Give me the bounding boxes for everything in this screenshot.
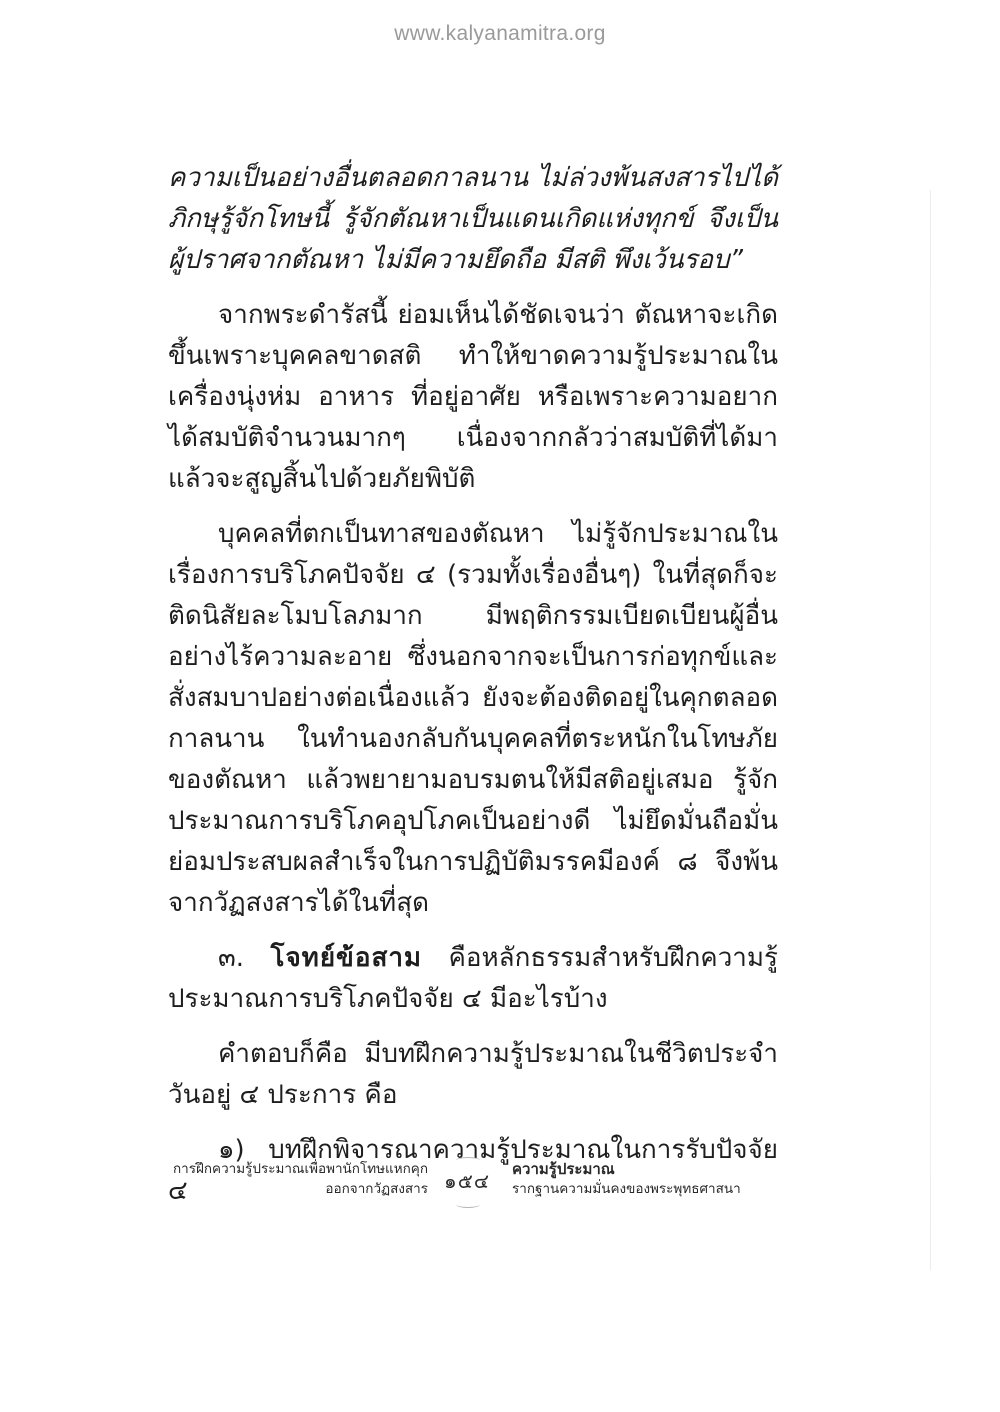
page-footer: [160, 1157, 780, 1207]
heading-paragraph: [168, 938, 778, 1020]
ornament-top-icon: [456, 1157, 480, 1164]
footer-chapter-title: [173, 1159, 428, 1199]
body-text: [168, 158, 778, 1226]
list-item: ๑) บทฝึกพิจารณาความรู้ประมาณในการรับปัจจัย ๔: [168, 1135, 778, 1206]
footer-chapter-line-1: การฝึกความรู้ประมาณเพื่อพานักโทษแหกคุก: [172, 1161, 428, 1177]
heading-term: โจทย์ข้อสาม: [270, 943, 423, 973]
book-subtitle: รากฐานความมั่นคงของพระพุทธศาสนา: [512, 1181, 741, 1197]
book-title: ความรู้ประมาณ: [512, 1160, 615, 1178]
page-edge-line: [930, 190, 931, 1270]
ornament-bottom-icon: [456, 1201, 480, 1208]
item-number: ๓.: [218, 943, 245, 973]
page-number: ๑๕๔: [444, 1169, 490, 1193]
paragraph: คำตอบก็คือ มีบทฝึกความรู้ประมาณในชีวิตประจำวันอยู่ ๔ ประการ คือ: [168, 1039, 778, 1110]
footer-chapter-line-2: ออกจากวัฏสงสาร: [325, 1181, 428, 1197]
heading-description: คือหลักธรรมสำหรับฝึกความรู้ประมาณการบริโภคปัจจัย ๔ มีอะไรบ้าง: [168, 943, 779, 1014]
paragraph: จากพระดำรัสนี้ ย่อมเห็นได้ชัดเจนว่า ตัณหาจะเกิดขึ้นเพราะบุคคลขาดสติ ทำให้ขาดความรู้ประมาณในเครื่องนุ่งห่ม อาหาร ที่อยู่อาศัย หรือเพราะความอยากได้สมบัติจำนวนมากๆ เนื่องจากกลัวว่าสมบัติที่ได้มาแล้วจะสูญสิ้นไปด้วยภัยพิบัติ: [168, 300, 778, 494]
watermark-url: www.kalyanamitra.org: [394, 22, 606, 45]
quote-paragraph: ความเป็นอย่างอื่นตลอดกาลนาน ไม่ล่วงพ้นสงสารไปได้ ภิกษุรู้จักโทษนี้ รู้จักตัณหาเป็นแดนเกิดแห่งทุกข์ จึงเป็นผู้ปราศจากตัณหา ไม่มีความยึดถือ มีสติ พึงเว้นรอบ”: [168, 163, 778, 275]
paragraph: บุคคลที่ตกเป็นทาสของตัณหา ไม่รู้จักประมาณในเรื่องการบริโภคปัจจัย ๔ (รวมทั้งเรื่องอื่นๆ) ในที่สุดก็จะติดนิสัยละโมบโลภมาก มีพฤติกรรมเบียดเบียนผู้อื่นอย่างไร้ความละอาย ซึ่งนอกจากจะเป็นการก่อทุกข์และสั่งสมบาปอย่างต่อเนื่องแล้ว ยังจะต้องติดอยู่ในคุกตลอดกาลนาน ในทำนองกลับกันบุคคลที่ตระหนักในโทษภัยของตัณหา แล้วพยายามอบรมตนให้มีสติอยู่เสมอ รู้จักประมาณการบริโภคอุปโภคเป็นอย่างดี ไม่ยึดมั่นถือมั่น ย่อมประสบผลสำเร็จในการปฏิบัติมรรคมีองค์ ๘ จึงพ้นจากวัฏสงสารได้ในที่สุด: [168, 519, 778, 918]
footer-book-title: [512, 1159, 741, 1199]
